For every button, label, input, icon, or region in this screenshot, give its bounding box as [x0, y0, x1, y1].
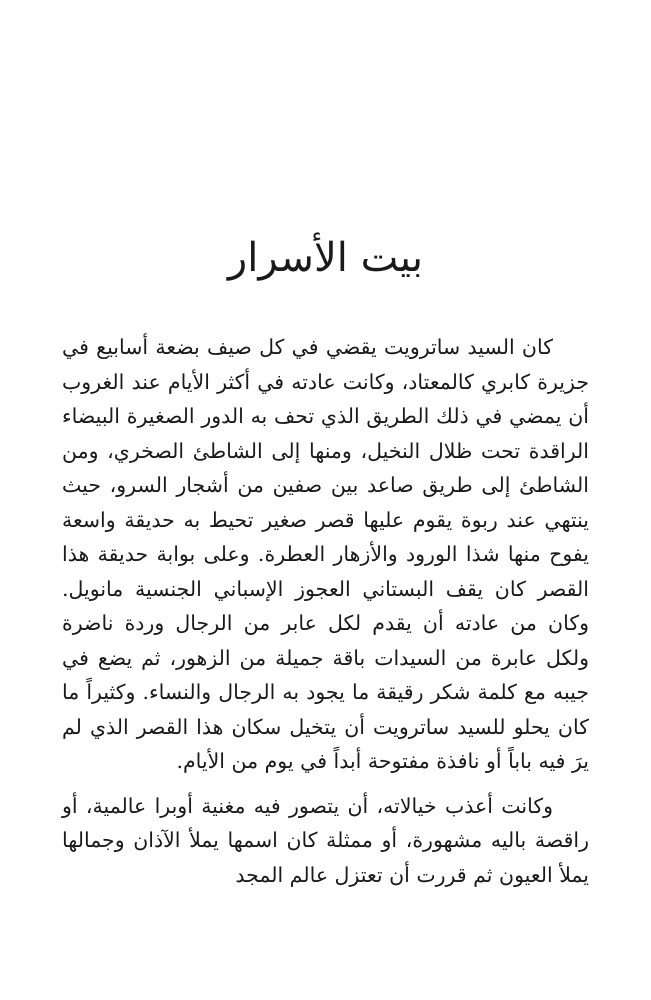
chapter-body — [62, 330, 589, 892]
chapter-title: بيت الأسرار — [227, 235, 424, 281]
paragraph-2: وكانت أعذب خيالاته، أن يتصور فيه مغنية أوبرا عالمية، أو راقصة باليه مشهورة، أو ممثلة كان اسمها يملأ الآذان وجمالها يملأ العيون ثم قررت أن تعتزل عالم المجد — [62, 793, 589, 887]
paragraph-1: كان السيد ساترويت يقضي في كل صيف بضعة أسابيع في جزيرة كابري كالمعتاد، وكانت عادته في أكثر الأيام عند الغروب أن يمضي في ذلك الطريق الذي تحف به الدور الصغيرة البيضاء الراقدة تحت ظلال النخيل، ومنها إلى الشاطئ الصخري، ومن الشاطئ إلى طريق صاعد بين صفين من أشجار السرو، حيث ينتهي عند ربوة يقوم عليها قصر صغير تحيط به حديقة واسعة يفوح منها شذا الورود والأزهار العطرة. وعلى بوابة حديقة هذا القصر كان يقف البستاني العجوز الإسباني الجنسية مانويل. وكان من عادته أن يقدم لكل عابر من الرجال وردة ناضرة ولكل عابرة من السيدات باقة جميلة من الزهور، ثم يضع في جيبه مع كلمة شكر رقيقة ما يجود به الرجال والنساء. وكثيراً ما كان يحلو للسيد ساترويت أن يتخيل سكان هذا القصر الذي لم يرَ فيه باباً أو نافذة مفتوحة أبداً في يوم من الأيام. — [62, 335, 589, 773]
